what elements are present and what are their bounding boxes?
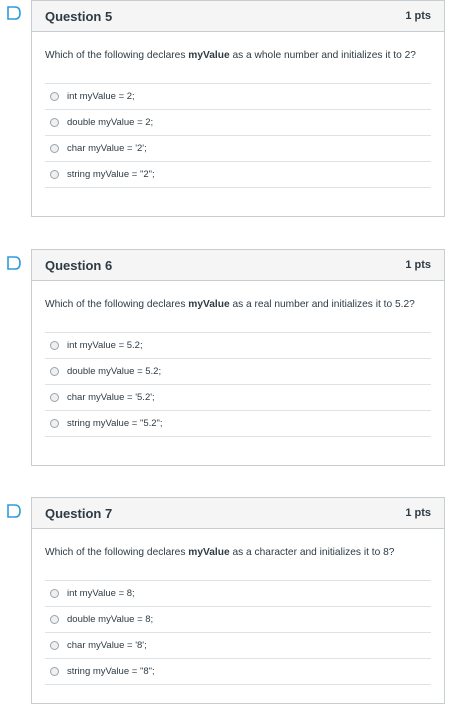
- answer-label: string myValue = "8";: [67, 666, 155, 677]
- answer-label: int myValue = 2;: [67, 91, 135, 102]
- radio-button[interactable]: [50, 341, 59, 350]
- question-text: [45, 545, 431, 560]
- question-text: [45, 297, 431, 312]
- flag-question-icon[interactable]: [6, 6, 22, 20]
- answer-label: string myValue = "5.2";: [67, 418, 163, 429]
- radio-button[interactable]: [50, 589, 59, 598]
- question-title: Question 5: [45, 8, 113, 24]
- flag-question-icon[interactable]: [6, 504, 22, 518]
- question-card: [31, 497, 445, 704]
- question-text-bold: myValue: [188, 547, 230, 558]
- answer-option[interactable]: [45, 162, 431, 188]
- answer-option[interactable]: [45, 385, 431, 411]
- answer-option[interactable]: [45, 581, 431, 607]
- answer-list: [45, 83, 431, 188]
- question-header: [32, 250, 444, 281]
- question-text: [45, 48, 431, 63]
- radio-button[interactable]: [50, 393, 59, 402]
- answer-label: char myValue = '8';: [67, 640, 147, 651]
- radio-button[interactable]: [50, 615, 59, 624]
- question-header: [32, 498, 444, 529]
- radio-button[interactable]: [50, 118, 59, 127]
- question-header: [32, 1, 444, 32]
- question-points: 1 pts: [405, 259, 431, 271]
- question-points: 1 pts: [405, 10, 431, 22]
- question-title: Question 6: [45, 257, 113, 273]
- answer-option[interactable]: [45, 84, 431, 110]
- answer-list: [45, 580, 431, 685]
- radio-button[interactable]: [50, 641, 59, 650]
- question-text-part: Which of the following declares: [45, 50, 189, 61]
- radio-button[interactable]: [50, 667, 59, 676]
- answer-option[interactable]: [45, 136, 431, 162]
- answer-option[interactable]: [45, 110, 431, 136]
- answer-label: int myValue = 8;: [67, 588, 135, 599]
- question-card: [31, 0, 445, 217]
- answer-option[interactable]: [45, 633, 431, 659]
- question-text-bold: myValue: [188, 299, 230, 310]
- question-text-part: as a real number and initializes it to 5.2?: [229, 299, 415, 310]
- radio-button[interactable]: [50, 367, 59, 376]
- question-card: [31, 249, 445, 466]
- question-text-part: Which of the following declares: [45, 299, 189, 310]
- radio-button[interactable]: [50, 419, 59, 428]
- radio-button[interactable]: [50, 92, 59, 101]
- answer-label: char myValue = '2';: [67, 143, 147, 154]
- question-text-bold: myValue: [188, 50, 230, 61]
- answer-label: int myValue = 5.2;: [67, 340, 143, 351]
- answer-label: char myValue = '5.2';: [67, 392, 155, 403]
- question-text-part: as a whole number and initializes it to 2?: [229, 50, 416, 61]
- answer-option[interactable]: [45, 333, 431, 359]
- answer-option[interactable]: [45, 659, 431, 685]
- question-text-part: Which of the following declares: [45, 547, 189, 558]
- answer-label: double myValue = 5.2;: [67, 366, 162, 377]
- question-points: 1 pts: [405, 507, 431, 519]
- question-title: Question 7: [45, 505, 113, 521]
- answer-label: string myValue = "2";: [67, 169, 155, 180]
- answer-option[interactable]: [45, 411, 431, 437]
- radio-button[interactable]: [50, 144, 59, 153]
- answer-label: double myValue = 2;: [67, 117, 154, 128]
- radio-button[interactable]: [50, 170, 59, 179]
- answer-option[interactable]: [45, 359, 431, 385]
- answer-option[interactable]: [45, 607, 431, 633]
- flag-question-icon[interactable]: [6, 256, 22, 270]
- answer-list: [45, 332, 431, 437]
- answer-label: double myValue = 8;: [67, 614, 154, 625]
- question-text-part: as a character and initializes it to 8?: [229, 547, 395, 558]
